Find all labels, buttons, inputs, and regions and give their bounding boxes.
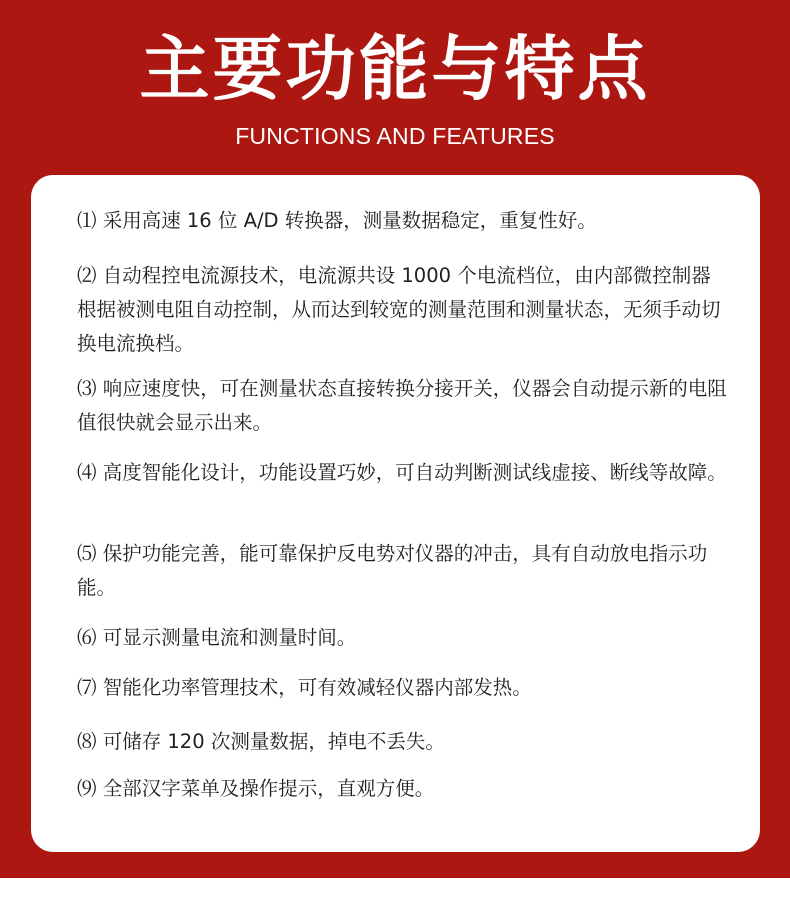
feature-item-7: ⑺ 智能化功率管理技术，可有效减轻仪器内部发热。 — [77, 676, 532, 699]
feature-item-5: ⑸ 保护功能完善，能可靠保护反电势对仪器的冲击，具有自动放电指示功能。 — [77, 542, 708, 599]
page-title: 主要功能与特点 — [139, 28, 651, 110]
feature-item-8: ⑻ 可储存 120 次测量数据，掉电不丢失。 — [77, 730, 445, 753]
feature-item-3: ⑶ 响应速度快，可在测量状态直接转换分接开关，仪器会自动提示新的电阻值很快就会显示出来。 — [77, 377, 727, 434]
feature-item-6: ⑹ 可显示测量电流和测量时间。 — [77, 626, 357, 649]
feature-item-4: ⑷ 高度智能化设计，功能设置巧妙，可自动判断测试线虚接、断线等故障。 — [77, 461, 727, 484]
features-card — [31, 175, 760, 852]
page-subtitle: FUNCTIONS AND FEATURES — [235, 123, 555, 149]
feature-item-9: ⑼ 全部汉字菜单及操作提示，直观方便。 — [77, 777, 435, 800]
feature-item-2: ⑵ 自动程控电流源技术，电流源共设 1000 个电流档位，由内部微控制器根据被测电阻自动控制，从而达到较宽的测量范围和测量状态，无须手动切换电流换档。 — [77, 264, 721, 355]
feature-item-1: ⑴ 采用高速 16 位 A/D 转换器，测量数据稳定，重复性好。 — [77, 209, 597, 232]
